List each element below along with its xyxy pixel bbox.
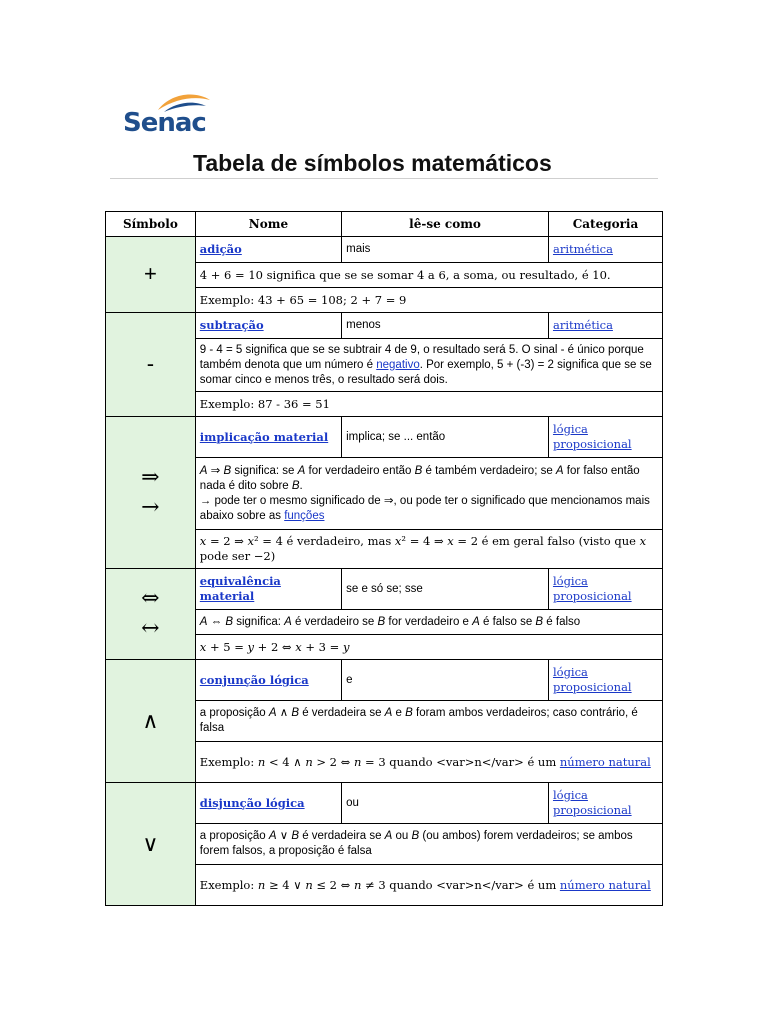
header-categoria: Categoria: [549, 212, 662, 236]
link-aritmetica[interactable]: aritmética: [552, 318, 613, 332]
symbol-cell: [106, 660, 195, 782]
var-text: y: [247, 639, 255, 654]
description-cell: [196, 339, 662, 391]
example-text: ≤ 2 ⇔: [312, 877, 354, 892]
example-cell: Exemplo: 87 - 36 = 51: [196, 392, 662, 416]
var-text: n: [257, 877, 266, 892]
var-text: B: [414, 464, 423, 477]
reads-cell: ou: [342, 783, 548, 823]
link-logica-proposicional[interactable]: lógica proposicional: [552, 788, 632, 817]
desc-text: é também verdadeiro; se: [422, 464, 556, 477]
example-text: Exemplo:: [199, 754, 258, 769]
desc-text: ou: [392, 830, 412, 842]
var-text: A: [297, 464, 306, 477]
desc-text: é falso se: [479, 615, 536, 628]
name-cell: [196, 313, 341, 338]
var-text: B: [291, 707, 299, 719]
table-header-row: [106, 212, 662, 236]
table-row: [106, 313, 662, 338]
var-text: A: [472, 615, 480, 628]
desc-text: e: [392, 707, 406, 719]
link-negativo[interactable]: negativo: [376, 358, 420, 371]
name-cell: [196, 660, 341, 700]
desc-text: é verdadeira se: [299, 830, 385, 842]
reads-cell: menos: [342, 313, 548, 338]
link-disjuncao-logica[interactable]: disjunção lógica: [199, 795, 305, 810]
desc-text: foram ambos verdadeiros; caso contrário, é falsa: [199, 707, 638, 734]
example-text: > 2 ⇔: [312, 754, 354, 769]
table-row: [106, 237, 662, 262]
desc-text: ⇒: [207, 464, 224, 477]
var-text: B: [405, 707, 413, 719]
link-aritmetica[interactable]: aritmética: [552, 242, 613, 256]
description-cell: [196, 701, 662, 741]
desc-text: a proposição: [199, 707, 269, 719]
description-cell: 4 + 6 = 10 significa que se se somar 4 a 6, a soma, ou resultado, é 10.: [196, 263, 662, 287]
link-logica-proposicional[interactable]: lógica proposicional: [552, 665, 632, 694]
reads-cell: mais: [342, 237, 548, 262]
example-text: = 2 ⇒: [206, 534, 248, 548]
var-text: A: [555, 464, 564, 477]
symbols-table: [105, 211, 663, 906]
link-equivalencia-material[interactable]: equivalência material: [199, 574, 281, 603]
var-text: n: [305, 877, 313, 892]
and-symbol: ∧: [142, 707, 159, 733]
desc-text: significa:: [233, 615, 285, 628]
or-symbol: ∨: [142, 830, 159, 856]
link-adicao[interactable]: adição: [199, 242, 242, 256]
var-text: x: [199, 639, 207, 654]
minus-symbol: -: [146, 351, 155, 376]
example-text: + 5 =: [206, 639, 248, 654]
example-text: + 2 ⇔: [254, 639, 296, 654]
header-nome: Nome: [196, 212, 341, 236]
desc-text: é verdadeiro se: [291, 615, 378, 628]
symbol-cell: [106, 237, 195, 312]
desc-text: a proposição: [199, 830, 269, 842]
description-cell: [196, 610, 662, 634]
link-implicacao-material[interactable]: implicação material: [199, 429, 329, 444]
symbol-cell: [106, 313, 195, 416]
var-text: B: [535, 615, 544, 628]
category-cell: [549, 313, 662, 338]
var-text: B: [291, 830, 299, 842]
desc-text: ∧: [276, 707, 292, 719]
var-text: x: [295, 639, 302, 654]
double-arrow-symbol: ↔: [141, 616, 160, 641]
var-text: x: [394, 534, 402, 548]
example-text: Exemplo:: [199, 877, 258, 892]
var-text: B: [223, 464, 232, 477]
page-title: Tabela de símbolos matemáticos: [193, 150, 552, 176]
var-text: A: [268, 830, 277, 842]
var-text: n: [257, 754, 266, 769]
link-numero-natural[interactable]: número natural: [559, 877, 651, 892]
var-text: x: [639, 534, 647, 548]
desc-text: .: [299, 479, 303, 492]
desc-text: for verdadeiro e: [385, 615, 473, 628]
var-text: n: [305, 754, 313, 769]
example-text: pode ser −2): [199, 549, 276, 563]
example-text: ≠ 3 quando <var>n</var> é um: [361, 877, 560, 892]
header-lese: lê-se como: [342, 212, 548, 236]
var-text: A: [284, 615, 292, 628]
example-text: ≥ 4 ∨: [265, 877, 306, 892]
desc-text: for falso então nada é dito sobre: [199, 464, 640, 492]
var-text: x: [199, 534, 207, 548]
symbol-cell: [106, 417, 195, 568]
desc-text: é verdadeira se: [299, 707, 385, 719]
category-cell: [549, 660, 662, 700]
link-logica-proposicional[interactable]: lógica proposicional: [552, 574, 632, 603]
name-cell: [196, 569, 341, 609]
var-text: n: [353, 754, 362, 769]
desc-text: é falso: [543, 615, 581, 628]
category-cell: [549, 783, 662, 823]
category-cell: [549, 569, 662, 609]
desc-text: 9 - 4 = 5 significa que se se subtrair 4 de 9, o resultado será 5. O sinal - é único porque também denota que um número é: [199, 343, 644, 371]
arrow-symbol: →: [141, 494, 160, 520]
title-divider: [110, 178, 658, 179]
example-cell: [196, 742, 662, 782]
reads-cell: se e só se; sse: [342, 569, 548, 609]
example-text: = 2 é em geral falso (visto que: [453, 534, 640, 548]
category-cell: [549, 237, 662, 262]
reads-cell: e: [342, 660, 548, 700]
var-text: B: [377, 615, 386, 628]
var-text: A: [199, 464, 208, 477]
desc-text: (ou ambos) forem verdadeiros; se ambos forem falsos, a proposição é falsa: [199, 830, 633, 857]
example-cell: [196, 865, 662, 905]
var-text: y: [342, 639, 350, 654]
desc-text: ⇔: [207, 615, 226, 628]
desc-text: for verdadeiro então: [305, 464, 415, 477]
var-text: B: [225, 615, 234, 628]
table-row: [106, 569, 662, 609]
symbol-cell: [106, 569, 195, 659]
example-text: ² = 4 ⇒: [401, 534, 448, 548]
example-cell: Exemplo: 43 + 65 = 108; 2 + 7 = 9: [196, 288, 662, 312]
var-text: A: [268, 707, 277, 719]
var-text: x: [447, 534, 454, 548]
example-cell: [196, 635, 662, 659]
name-cell: [196, 237, 341, 262]
var-text: n: [353, 877, 362, 892]
var-text: A: [384, 830, 393, 842]
example-cell: [196, 530, 662, 568]
var-text: A: [199, 615, 208, 628]
name-cell: [196, 417, 341, 457]
plus-symbol: +: [143, 261, 157, 286]
implies-symbol: ⇒: [141, 464, 160, 490]
name-cell: [196, 783, 341, 823]
link-subtracao[interactable]: subtração: [199, 318, 264, 332]
senac-logo: [120, 88, 220, 144]
link-conjuncao-logica[interactable]: conjunção lógica: [199, 672, 309, 687]
header-simbolo: Símbolo: [106, 212, 195, 236]
description-cell: [196, 458, 662, 529]
logo-text: Senac: [123, 108, 206, 138]
var-text: x: [247, 534, 255, 548]
reads-cell: implica; se ... então: [342, 417, 548, 457]
var-text: B: [291, 479, 300, 492]
category-cell: [549, 417, 662, 457]
desc-text: significa: se: [231, 464, 298, 477]
desc-text: → pode ter o mesmo significado de ⇒, ou pode ter o significado que mencionamos mais abaixo sobre as: [199, 494, 650, 522]
desc-text: ∨: [276, 830, 292, 842]
example-text: < 4 ∧: [265, 754, 306, 769]
example-text: = 3 quando <var>n</var> é um: [361, 754, 560, 769]
description-cell: [196, 824, 662, 864]
desc-text: . Por exemplo, 5 + (-3) = 2 significa que se se somar cinco e menos três, o resultado será dois.: [199, 358, 652, 386]
link-logica-proposicional[interactable]: lógica proposicional: [552, 422, 632, 451]
link-funcoes[interactable]: funções: [284, 509, 325, 522]
example-text: ² = 4 é verdadeiro, mas: [254, 534, 395, 548]
table-row: [106, 783, 662, 823]
example-text: + 3 =: [301, 639, 343, 654]
var-text: A: [384, 707, 393, 719]
table-row: [106, 417, 662, 457]
symbol-cell: [106, 783, 195, 905]
link-numero-natural[interactable]: número natural: [559, 754, 651, 769]
var-text: B: [411, 830, 420, 842]
equiv-symbol: ⇔: [141, 586, 160, 611]
table-row: [106, 660, 662, 700]
